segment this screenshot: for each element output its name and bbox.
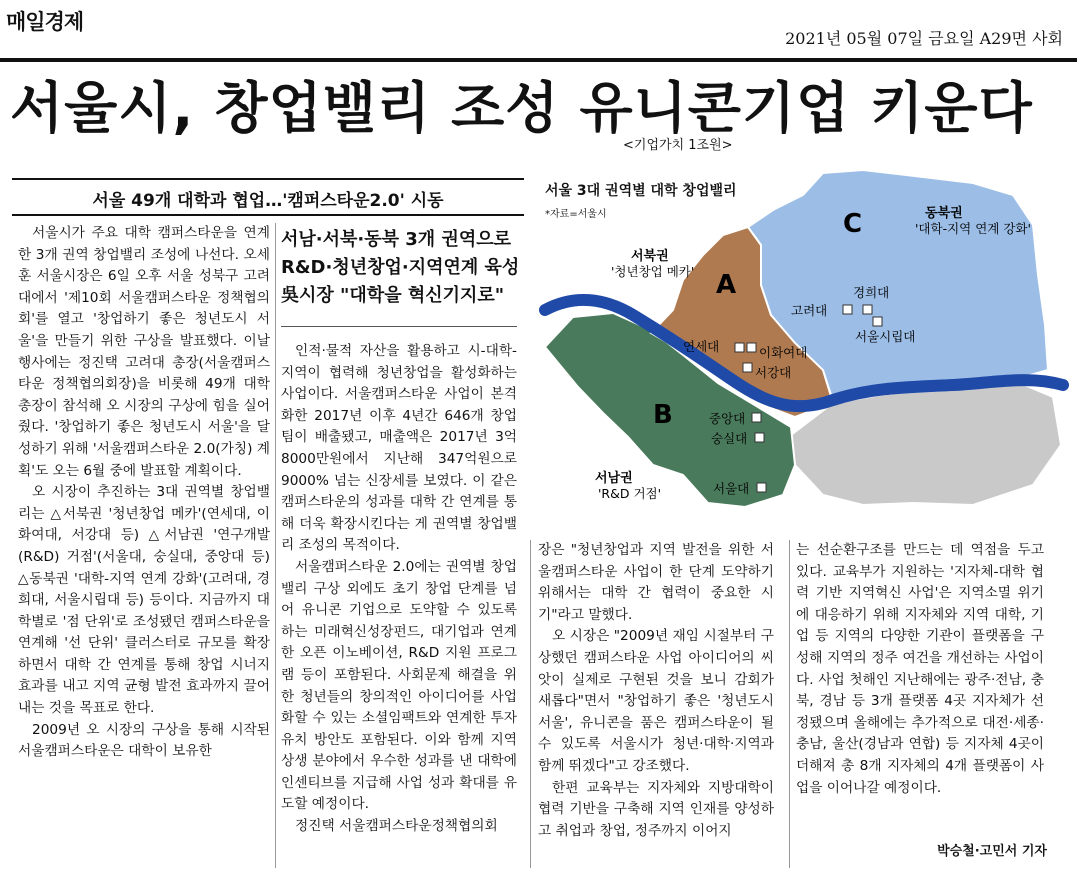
- university-marker: [843, 305, 852, 314]
- publication-name: 매일경제: [6, 10, 84, 34]
- map-region-letter: C: [843, 209, 863, 239]
- paragraph: 인적·물적 자산을 활용하고 시-대학-지역이 협력해 청년창업을 활성화하는 사업이다. 서울캠퍼스타운 사업이 본격화한 2017년 이후 4년간 646개 창업팀이 배출됐고, 매출액은 2017년 3억8000만원에서 지난해 347억원으로 9000% 넘는 신장세를 보였다. 이 같은 캠퍼스타운의 성과를 대학 간 연계를 통해 더욱 확장시킨다는 게 권역별 창업밸리 조성의 목적이다.: [281, 343, 517, 554]
- university-marker: [863, 305, 872, 314]
- map-region-name: 동북권: [925, 206, 963, 221]
- article-column-2: [281, 341, 517, 838]
- deck-line: R&D·청년창업·지역연계 육성: [281, 257, 520, 278]
- headline: 서울시, 창업밸리 조성 유니콘기업 키운다: [10, 76, 1033, 140]
- column-rule: [275, 223, 276, 868]
- paragraph: 서울캠퍼스타운 2.0에는 권역별 창업밸리 구상 외에도 초기 창업 단계를 넘어 유니콘 기업으로 도약할 수 있도록 하는 미래혁신성장펀드, 대기업과 연계한 오픈 이노베이션, R&D 지원 프로그램 등이 포함된다. 사회문제 해결을 위한 청년들의 창의적인 아이디어를 사업화할 수 있는 소셜임팩트와 연계한 투자 유치 방안도 포함된다. 이와 함께 지역 상생 분야에서 우수한 성과를 낸 대학에 인센티브를 지급해 사업 성과 확대를 유도할 예정이다.: [281, 558, 517, 813]
- university-label: 경희대: [853, 285, 890, 300]
- paragraph: 한편 교육부는 지자체와 지방대학이 협력 기반을 구축해 지역 인재를 양성하고 취업과 창업, 정주까지 이어지: [538, 779, 774, 839]
- university-marker: [873, 317, 882, 326]
- seoul-map: [533, 165, 1073, 538]
- paragraph: 는 선순환구조를 만드는 데 역점을 두고 있다. 교육부가 지원하는 '지자체-대학 협력 기반 지역혁신 사업'은 지역소멸 위기에 대응하기 위해 지자체와 지역 대학, 기업 등 지역의 다양한 기관이 플랫폼을 구성해 지역의 정주 여건을 개선하는 사업이다. 사업 첫해인 지난해에는 광주·전남, 충북, 경남 등 3개 플랫폼 4곳 지자체가 선정됐으며 올해에는 추가적으로 대전·세종·충남, 울산(경남과 연합) 등 지자체 4곳이 더해져 총 8개 지자체의 4개 플랫폼이 사업을 이어나갈 예정이다.: [796, 542, 1044, 796]
- column-rule: [789, 540, 790, 868]
- column-rule: [530, 540, 531, 868]
- university-label: 서울시립대: [855, 329, 916, 344]
- university-marker: [755, 433, 764, 442]
- article-column-4: [796, 540, 1044, 799]
- university-label: 고려대: [791, 303, 828, 318]
- article-column-1: [18, 223, 270, 763]
- university-marker: [757, 483, 766, 492]
- subheadline-bar: [12, 178, 524, 216]
- deck-rule: [281, 326, 517, 327]
- paragraph: 서울시가 주요 대학 캠퍼스타운을 연계한 3개 권역 창업밸리 조성에 나선다. 오세훈 서울시장은 6일 오후 서울 성북구 고려대에서 '제10회 서울캠퍼스타운 정책협의회'를 열고 '창업하기 좋은 청년도시 서울'을 만들기 위한 구상을 발표했다. 이날 행사에는 정진택 고려대 총장(서울캠퍼스타운 정책협의회장)을 비롯해 49개 대학 총장이 참석해 오 시장의 구상에 힘을 실어줬다. '창업하기 좋은 청년도시 서울'을 달성하기 위해 '서울캠퍼스타운 2.0(가칭) 계획'도 오는 6월 중에 발표할 계획이다.: [18, 225, 270, 479]
- map-region-role: '청년창업 메카': [611, 264, 695, 279]
- top-rule: [0, 58, 1077, 62]
- map-title: 서울 3대 권역별 대학 창업밸리: [545, 183, 737, 199]
- deck-line: 吳시장 "대학을 혁신기지로": [281, 285, 505, 306]
- paragraph: 오 시장은 "2009년 재임 시절부터 구상했던 캠퍼스타운 사업 아이디어의 씨앗이 실제로 구현된 것을 보니 감회가 새롭다"면서 "창업하기 좋은 '청년도시 서울', 유니콘을 품은 캠퍼스타운이 될 수 있도록 서울시가 청년·대학·지역과 함께 뛰겠다"고 강조했다.: [538, 628, 774, 774]
- subheadline: 서울 49개 대학과 협업…'캠퍼스타운2.0' 시동: [92, 191, 444, 211]
- university-marker: [747, 343, 756, 352]
- paragraph: 2009년 오 시장의 구상을 통해 시작된 서울캠퍼스타운은 대학이 보유한: [18, 721, 270, 760]
- university-marker: [743, 363, 752, 372]
- byline: 박승철·고민서 기자: [937, 844, 1047, 859]
- university-marker: [752, 413, 761, 422]
- university-label: 이화여대: [759, 345, 808, 360]
- paragraph: 장은 "청년창업과 지역 발전을 위한 서울캠퍼스타운 사업이 한 단계 도약하기 위해서는 대학 간 협력이 중요한 시기"라고 말했다.: [538, 542, 774, 623]
- university-label: 연세대: [683, 339, 720, 354]
- university-label: 중앙대: [709, 411, 746, 426]
- map-region-name: 서남권: [595, 471, 633, 486]
- paragraph: 정진택 서울캠퍼스타운정책협의회: [295, 818, 498, 835]
- map-region-letter: B: [653, 400, 673, 430]
- paragraph: 오 시장이 추진하는 3대 권역별 창업밸리는 △서북권 '청년창업 메카'(연세대, 이화여대, 서강대 등) △서남권 '연구개발(R&D) 거점'(서울대, 숭실대, 중앙대 등) △동북권 '대학-지역 연계 강화'(고려대, 경희대, 서울시립대 등) 등이다. 지금까지 대학별로 '점 단위'로 조성됐던 캠퍼스타운을 연계해 '선 단위' 클러스터로 규모를 확장하면서 대학 간 연계를 통해 창업 시너지 효과를 내고 지역 균형 발전 효과까지 끌어내는 것을 목표로 한다.: [18, 484, 270, 717]
- deck: [281, 226, 519, 310]
- university-label: 서울대: [713, 481, 750, 496]
- map-region-letter: A: [716, 270, 737, 300]
- headline-note: <기업가치 1조원>: [623, 138, 733, 153]
- map-region-role: 'R&D 거점': [598, 486, 662, 501]
- dateline: 2021년 05월 07일 금요일 A29면 사회: [785, 29, 1063, 48]
- article-column-3: [538, 540, 774, 842]
- university-label: 숭실대: [711, 431, 748, 446]
- map-region-role: '대학-지역 연계 강화': [915, 221, 1031, 236]
- map-region-name: 서북권: [631, 249, 669, 264]
- deck-line: 서남·서북·동북 3개 권역으로: [281, 229, 512, 250]
- university-marker: [735, 343, 744, 352]
- university-label: 서강대: [755, 365, 792, 380]
- map-source: *자료=서울시: [545, 209, 607, 220]
